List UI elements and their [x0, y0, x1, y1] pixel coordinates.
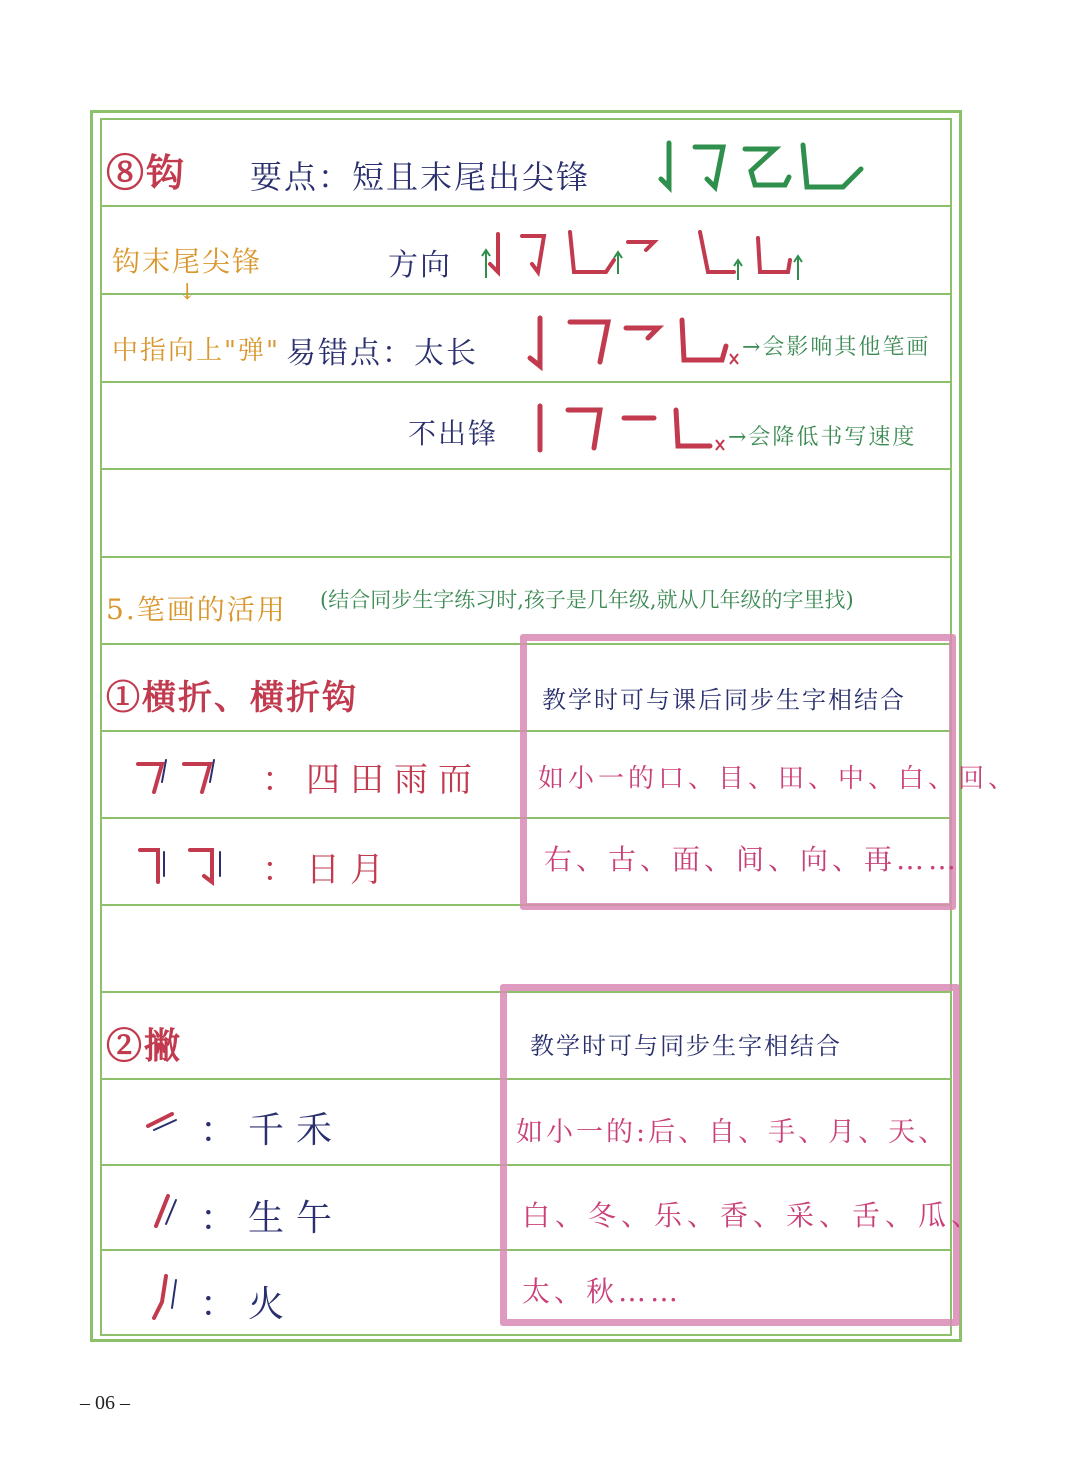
ruled-line [100, 293, 952, 295]
ruled-line [100, 205, 952, 207]
ruled-line [100, 468, 952, 470]
part-1-box-line-2: 如小一的口、目、田、中、白、回、 [538, 764, 1019, 794]
part-1-box-line-3: 右、古、面、间、向、再…… [544, 843, 961, 876]
page-number: – 06 – [80, 1392, 130, 1414]
section-5-heading: 5.笔画的活用 [106, 593, 287, 626]
part-2-title: ②撇 [106, 1025, 183, 1067]
part-1-row-1-chars: ：四田雨而 [262, 760, 482, 800]
ruled-line [100, 118, 952, 120]
part-1-row-2-chars: ：日月 [262, 850, 394, 890]
no-tip-result-text: →会降低书写速度 [728, 425, 917, 450]
hook-stroke-examples [655, 135, 875, 200]
pie-long-icon [148, 1272, 188, 1324]
pie-short-icon [142, 1104, 192, 1144]
error-stroke-examples [522, 312, 742, 372]
heng-zhe-icon [132, 752, 232, 802]
ruled-line [100, 556, 952, 558]
left-note-middle-finger: 中指向上"弹" [112, 336, 280, 366]
part-2-box-line-2: 如小一的:后、自、手、月、天、 [516, 1117, 949, 1148]
part-2-box-line-4: 太、秋…… [522, 1275, 683, 1308]
no-tip-label: 不出锋 [408, 417, 499, 450]
left-note-hook-tip: 钩末尾尖锋 [112, 245, 263, 278]
part-1-box-line-1: 教学时可与课后同步生字相结合 [542, 686, 906, 714]
error-result-text: →会影响其他笔画 [742, 335, 931, 360]
section-5-note: (结合同步生字练习时,孩子是几年级,就从几年级的字里找) [320, 588, 854, 612]
ruled-line [100, 1334, 952, 1336]
error-point-label: 易错点：太长 [286, 336, 478, 371]
heng-zhe-gou-icon [132, 840, 232, 890]
part-2-row-1-chars: ：千禾 [200, 1110, 345, 1151]
direction-stroke-examples [478, 222, 808, 290]
direction-label: 方向 [388, 248, 452, 283]
no-tip-stroke-examples [528, 400, 738, 460]
pie-medium-icon [148, 1190, 188, 1234]
left-margin-line [100, 118, 102, 1334]
ruled-line [100, 381, 952, 383]
part-2-row-3-chars: ：火 [200, 1284, 297, 1325]
part-2-row-2-chars: ：生午 [200, 1198, 345, 1239]
part-1-title: ①横折、横折钩 [106, 678, 358, 718]
part-2-box-line-3: 白、冬、乐、香、采、舌、瓜、 [522, 1199, 985, 1232]
section-8-title: ⑧钩 [106, 150, 187, 195]
key-point-text: 要点：短且末尾出尖锋 [250, 158, 591, 196]
part-2-box-line-1: 教学时可与同步生字相结合 [530, 1032, 842, 1060]
arrow-down-icon: ↓ [178, 280, 199, 305]
